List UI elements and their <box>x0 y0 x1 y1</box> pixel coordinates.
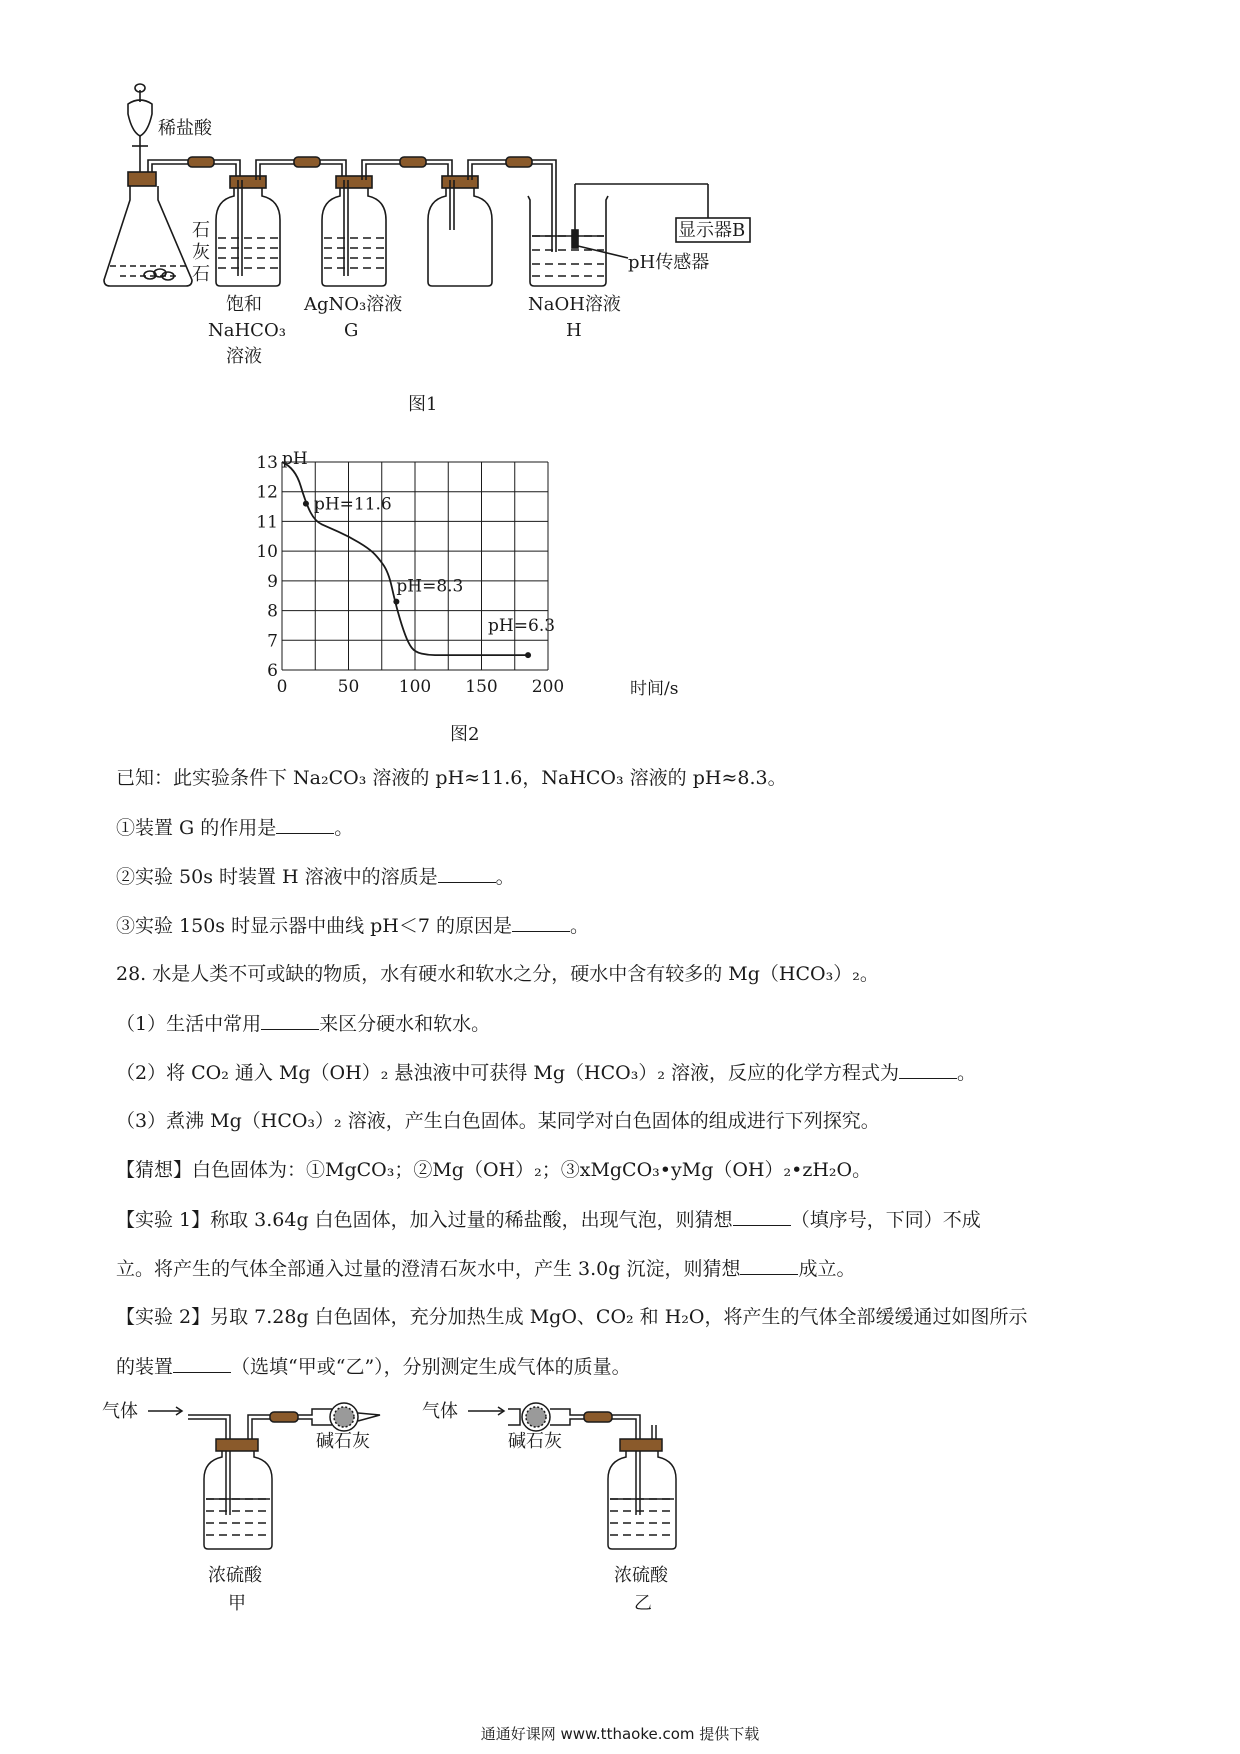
soda-lime-label-a: 碱石灰 <box>316 1431 370 1452</box>
exp1-text-b: （填序号，下同）不成 <box>790 1209 981 1231</box>
question-2-end: 。 <box>495 866 515 888</box>
data-point <box>393 599 399 605</box>
y-axis-label: pH <box>282 449 308 469</box>
y-tick-label: 9 <box>267 571 278 592</box>
answer-blank-2[interactable] <box>438 864 496 883</box>
question-1-end: 。 <box>334 817 354 839</box>
y-tick-label: 13 <box>256 453 278 473</box>
figure1-caption: 图1 <box>408 394 438 415</box>
soda-lime-label-b: 碱石灰 <box>508 1431 562 1452</box>
y-tick-label: 7 <box>267 631 278 652</box>
answer-blank-3[interactable] <box>512 913 570 932</box>
experiment-1-line1 <box>116 1207 981 1232</box>
gas-label-a: 气体 <box>102 1401 138 1422</box>
data-point <box>525 652 531 658</box>
h2so4-label-a: 浓硫酸 <box>208 1565 262 1586</box>
figure2-ph-chart <box>256 440 710 750</box>
problem-28-part3: （3）煮沸 Mg（HCO₃）₂ 溶液，产生白色固体。某同学对白色固体的组成进行下列探究。 <box>116 1110 880 1132</box>
answer-blank-1[interactable] <box>276 815 334 834</box>
x-tick-label: 100 <box>398 677 432 697</box>
beaker-label-1: NaOH溶液 <box>528 294 621 315</box>
point-label: pH=11.6 <box>313 494 392 515</box>
experiment-2-line1: 【实验 2】另取 7.28g 白色固体，充分加热生成 MgO、CO₂ 和 H₂O，将产生的气体全部缓缓通过如图所示 <box>116 1306 1028 1328</box>
exp1-text-a: 【实验 1】称取 3.64g 白色固体，加入过量的稀盐酸，出现气泡，则猜想 <box>116 1209 733 1231</box>
experiment-1-line2 <box>116 1256 855 1281</box>
problem-28-part2 <box>116 1060 976 1085</box>
problem-28-part1 <box>116 1011 490 1036</box>
limestone-label-1: 石 <box>192 220 210 241</box>
x-tick-label: 200 <box>531 677 565 697</box>
display-label: 显示器B <box>678 220 746 241</box>
footer-text: 通通好课网 www.tthaoke.com 提供下载 <box>480 1725 760 1743</box>
answer-blank-5[interactable] <box>899 1060 957 1079</box>
question-1-text: ①装置 G 的作用是 <box>116 817 277 839</box>
part2-text-end: 。 <box>956 1062 976 1084</box>
y-tick-label: 6 <box>267 661 278 681</box>
x-tick-label: 150 <box>465 677 498 697</box>
data-point <box>303 501 309 507</box>
limestone-label-2: 灰 <box>192 242 210 263</box>
part2-text: （2）将 CO₂ 通入 Mg（OH）₂ 悬浊液中可获得 Mg（HCO₃）₂ 溶液，反应的化学方程式为 <box>116 1062 899 1084</box>
exp2-text-b: 的装置 <box>116 1356 174 1378</box>
y-tick-label: 12 <box>256 482 278 503</box>
apparatus-a-label: 甲 <box>228 1593 246 1614</box>
y-tick-label: 8 <box>267 601 278 622</box>
answer-blank-8[interactable] <box>173 1354 231 1373</box>
part1-text: （1）生活中常用 <box>116 1013 262 1035</box>
question-3-end: 。 <box>570 915 590 937</box>
figure2-caption: 图2 <box>450 724 480 745</box>
x-axis-label: 时间/s <box>630 679 679 699</box>
answer-blank-6[interactable] <box>733 1207 791 1226</box>
question-3 <box>116 913 589 938</box>
exp2-text-c: （选填“甲或“乙”），分别测定生成气体的质量。 <box>231 1356 631 1378</box>
x-tick-label: 50 <box>337 677 360 697</box>
figure3-apparatus <box>100 1395 720 1614</box>
h2so4-label-b: 浓硫酸 <box>614 1565 668 1586</box>
y-tick-label: 10 <box>256 542 278 563</box>
bottle2-label-1: AgNO₃溶液 <box>304 294 403 315</box>
answer-blank-4[interactable] <box>261 1011 319 1030</box>
experiment-2-line2 <box>116 1354 631 1379</box>
exp1-text-c: 立。将产生的气体全部通入过量的澄清石灰水中，产生 3.0g 沉淀，则猜想 <box>116 1258 741 1280</box>
bottle2-label-2: G <box>344 320 359 341</box>
question-1 <box>116 815 353 840</box>
answer-blank-7[interactable] <box>740 1256 798 1275</box>
x-tick-label: 0 <box>276 677 288 697</box>
sensor-label: pH传感器 <box>628 252 710 273</box>
bottle1-label-1: 饱和 <box>226 294 262 315</box>
question-2-text: ②实验 50s 时装置 H 溶液中的溶质是 <box>116 866 438 888</box>
part1-text-end: 来区分硬水和软水。 <box>319 1013 491 1035</box>
acid-label: 稀盐酸 <box>158 118 212 139</box>
point-label: pH=8.3 <box>396 576 464 597</box>
guess-text: 【猜想】白色固体为：①MgCO₃；②Mg（OH）₂；③xMgCO₃•yMg（OH）₂•zH₂O。 <box>116 1159 872 1181</box>
beaker-label-2: H <box>566 320 582 341</box>
question-2 <box>116 864 515 889</box>
point-label: pH=6.3 <box>488 616 556 637</box>
bottle1-label-3: 溶液 <box>226 346 262 367</box>
figure1-apparatus <box>100 80 880 420</box>
known-text: 已知：此实验条件下 Na₂CO₃ 溶液的 pH≈11.6，NaHCO₃ 溶液的 pH≈8.3。 <box>116 767 787 789</box>
bottle1-label-2: NaHCO₃ <box>208 320 286 341</box>
limestone-label-3: 石 <box>192 264 210 285</box>
question-3-text: ③实验 150s 时显示器中曲线 pH＜7 的原因是 <box>116 915 512 937</box>
gas-label-b: 气体 <box>422 1401 458 1422</box>
y-tick-label: 11 <box>256 512 278 533</box>
problem-28: 28. 水是人类不可或缺的物质，水有硬水和软水之分，硬水中含有较多的 Mg（HCO₃）₂。 <box>116 963 879 985</box>
apparatus-b-label: 乙 <box>634 1593 652 1614</box>
exp1-text-d: 成立。 <box>798 1258 856 1280</box>
